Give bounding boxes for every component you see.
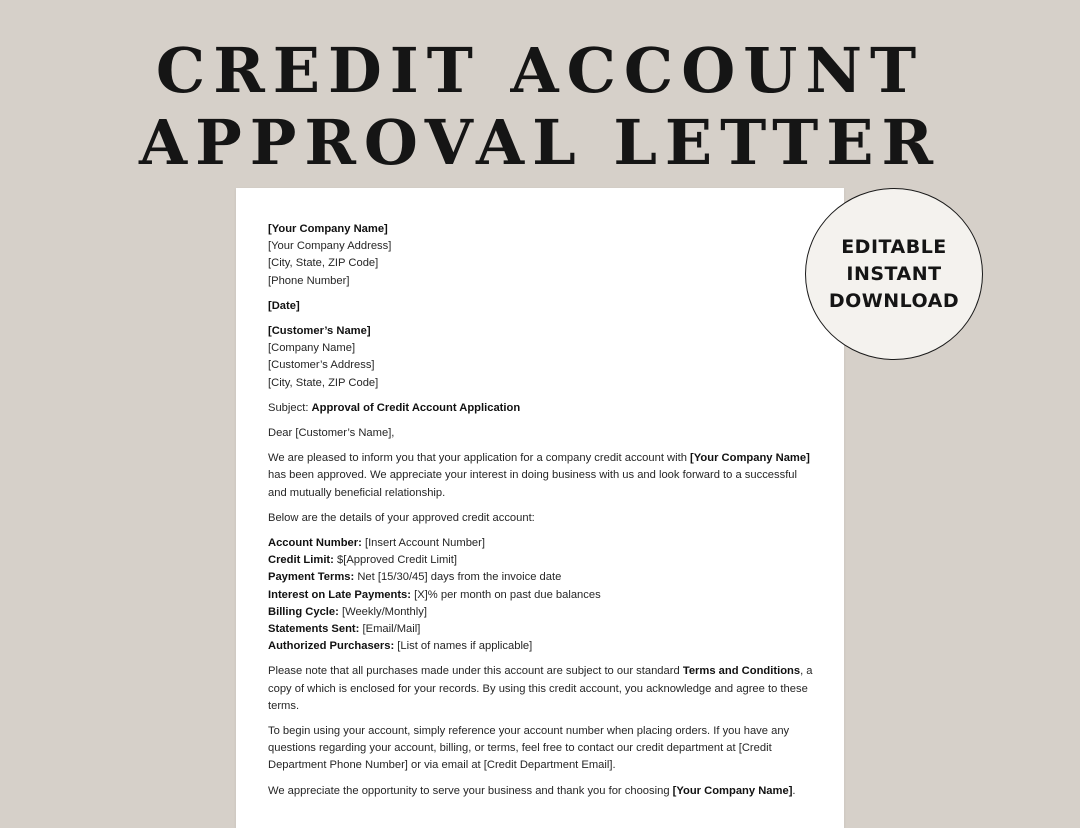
detail-label: Billing Cycle: [268,605,339,618]
intro-paragraph [268,450,816,502]
badge-line-editable: EDITABLE [841,235,947,258]
closing-paragraph [268,783,816,800]
detail-item [268,587,816,604]
recipient-city: [City, State, ZIP Code] [268,376,379,389]
detail-label: Credit Limit: [268,554,334,567]
terms-highlight: Terms and Conditions [682,665,801,678]
editable-download-badge [805,188,983,360]
recipient-block [268,323,816,392]
detail-value: [Weekly/Monthly] [338,605,427,618]
sender-address: [Your Company Address] [268,240,392,253]
intro-text-end: has been approved. We appreciate your interest in doing business with us and look forward to a successful and mutually beneficial relationship. [268,469,798,499]
detail-value: [Email/Mail] [359,623,421,636]
detail-item [268,638,816,655]
detail-label: Statements Sent: [268,623,360,636]
intro-company-name: [Your Company Name] [690,452,810,465]
detail-value: [List of names if applicable] [394,640,533,653]
terms-paragraph [268,663,816,715]
sender-phone: [Phone Number] [268,274,350,287]
recipient-company: [Company Name] [268,342,356,355]
recipient-address: [Customer’s Address] [268,359,375,372]
details-intro: Below are the details of your approved credit account: [268,511,535,524]
detail-label: Payment Terms: [268,571,355,584]
closing-text: We appreciate the opportunity to serve your business and thank you for choosing [268,784,673,797]
detail-value: [X]% per month on past due balances [411,588,601,601]
letter-date: [Date] [268,299,300,312]
sender-block [268,221,816,290]
recipient-name: [Customer’s Name] [268,325,371,338]
sender-city: [City, State, ZIP Code] [268,257,379,270]
closing-company-name: [Your Company Name] [672,784,793,797]
page-title-line-1: CREDIT ACCOUNT [155,34,925,107]
detail-item [268,604,816,621]
detail-item [268,621,816,638]
detail-label: Account Number: [268,537,362,550]
badge-line-instant: INSTANT [846,262,942,285]
detail-label: Authorized Purchasers: [268,640,395,653]
badge-line-download: DOWNLOAD [828,289,960,312]
subject-line [268,400,816,417]
terms-text-end: , a copy of which is enclosed for your records. By using this credit account, you acknowledge and agree to these terms. [268,665,813,712]
detail-value: Net [15/30/45] days from the invoice date [354,571,562,584]
account-details-list [268,535,816,655]
detail-label: Interest on Late Payments: [268,588,411,601]
letter-content [268,221,816,808]
intro-text: We are pleased to inform you that your application for a company credit account with [268,452,691,465]
detail-item [268,552,816,569]
subject-text: Approval of Credit Account Application [311,401,521,414]
contact-paragraph: To begin using your account, simply reference your account number when placing orders. If you have any questions regarding your account, billing, or terms, feel free to contact our credit department at [Credit Department Phone Number] or via email at [Credit Department Email]. [268,725,790,772]
sender-company: [Your Company Name] [268,223,388,235]
detail-item [268,535,816,552]
letter-document [236,188,844,828]
subject-label: Subject: [268,401,309,414]
salutation: Dear [Customer’s Name], [268,427,395,440]
detail-item [268,569,816,586]
closing-text-end: . [792,784,796,797]
detail-value: $[Approved Credit Limit] [333,554,458,567]
page-title-line-2: APPROVAL LETTER [138,106,942,179]
terms-text: Please note that all purchases made under this account are subject to our standard [268,665,683,678]
detail-value: [Insert Account Number] [361,537,485,550]
